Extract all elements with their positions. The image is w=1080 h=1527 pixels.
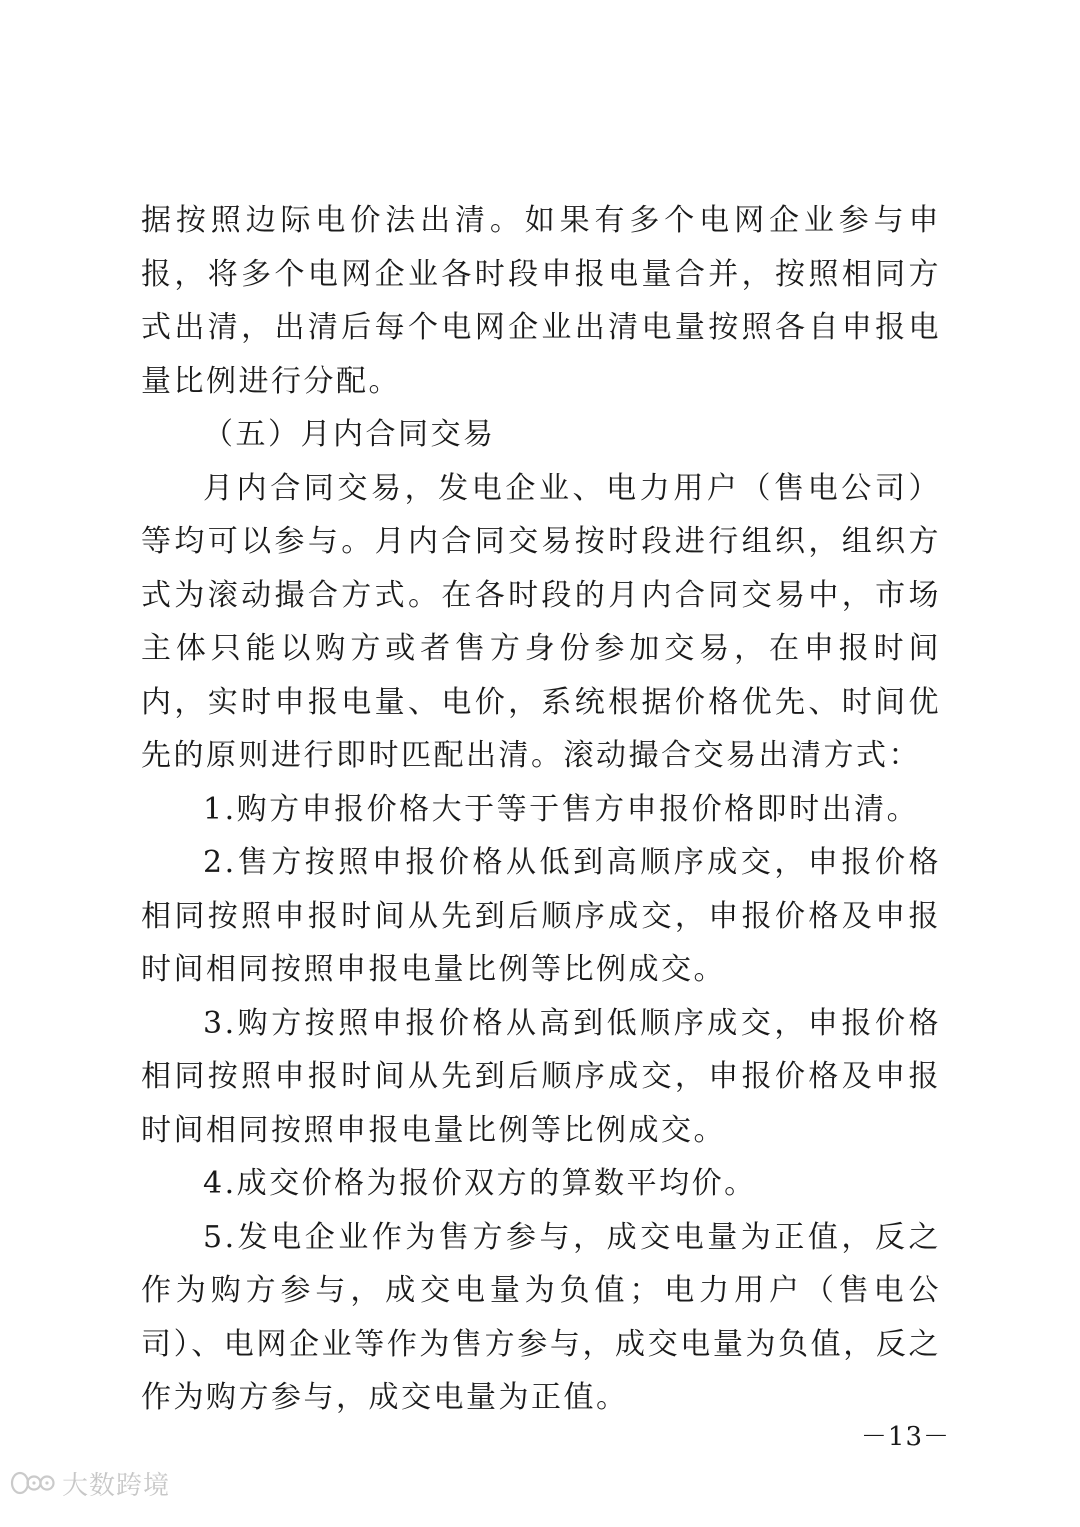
body-paragraph-continued: 据按照边际电价法出清。如果有多个电网企业参与申报，将多个电网企业各时段申报电量合并，按照相同方式出清，出清后每个电网企业出清电量按照各自申报电量比例进行分配。 [141,203,941,399]
page-number: －13－ [860,1422,950,1452]
list-item-4: 4.成交价格为报价双方的算数平均价。 [203,1166,757,1201]
list-item-2: 2.售方按照申报价格从低到高顺序成交，申报价格相同按照申报时间从先到后顺序成交，申报价格及申报时间相同按照申报电量比例等比例成交。 [141,845,941,987]
section-heading: （五）月内合同交易 [203,417,496,452]
list-item-5: 5.发电企业作为售方参与，成交电量为正值，反之作为购方参与，成交电量为负值；电力用户（售电公司）、电网企业等作为售方参与，成交电量为负值，反之作为购方参与，成交电量为正值。 [141,1219,941,1415]
watermark [10,1463,170,1503]
watermark-logo-icon [10,1469,56,1497]
list-item-3: 3.购方按照申报价格从高到低顺序成交，申报价格相同按照申报时间从先到后顺序成交，申报价格及申报时间相同按照申报电量比例等比例成交。 [141,1005,941,1148]
watermark-text: 大数跨境 [62,1470,171,1501]
document-body [141,194,941,1425]
body-paragraph: 月内合同交易，发电企业、电力用户（售电公司）等均可以参与。月内合同交易按时段进行组织，组织方式为滚动撮合方式。在各时段的月内合同交易中，市场主体只能以购方或者售方身份参加交易，在申报时间内，实时申报电量、电价，系统根据价格优先、时间优先的原则进行即时匹配出清。滚动撮合交易出清方式： [141,470,941,773]
list-item-1: 1.购方申报价格大于等于售方申报价格即时出清。 [203,791,920,827]
